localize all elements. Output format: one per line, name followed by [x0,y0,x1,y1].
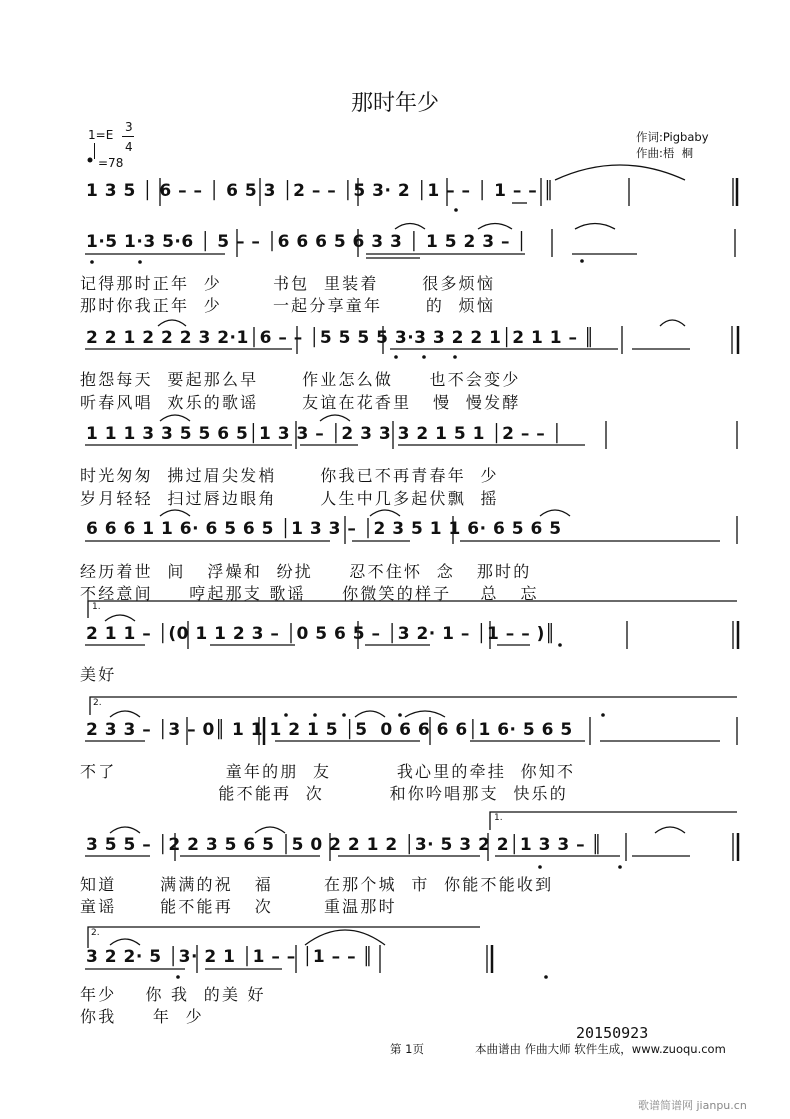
notation-line: 3 5 5 – │2 2 3 5 6 5 │5 0 2 2 1 2 │3· 5 3 2 2│1 3 3 – ║ [86,835,603,855]
lyric-line: 时光匆匆 拂过眉尖发梢 你我已不再青春年 少 [80,466,499,485]
date-stamp: 20150923 [576,1024,649,1042]
notation-line: 2 1 1 – │(0 1 1 2 3 – │0 5 6 5 – │3 2· 1 – │1 – – )║ [86,624,556,644]
key-signature: 1=E [88,128,114,142]
lyric-line: 美好 [80,665,117,684]
notation-line: 6 6 6 1 1 6· 6 5 6 5 │1 3 3 – │2 3 5 1 1 6· 6 5 6 5 [86,519,562,539]
lyric-line: 不经意间 哼起那支 歌谣 你微笑的样子 总 忘 [80,584,539,603]
composer-credit: 作曲:梧 桐 [636,146,694,160]
notation-line: 1·5 1·3 5·6 │ 5 – – │6 6 6 5 6 3 3 │ 1 5 2 3 – │ [86,232,528,252]
lyric-line: 你我 年 少 [80,1007,204,1026]
lyric-line: 那时你我正年 少 一起分享童年 的 烦恼 [80,296,496,315]
notation-line: 2 2 1 2 2 2 3 2·1│6 – – │5 5 5 5 3·3 3 2 2 1│2 1 1 – ║ [86,328,595,348]
lyric-line: 记得那时正年 少 书包 里装着 很多烦恼 [80,274,496,293]
notation-line: 3 2 2· 5 │3· 2 1 │1 – – │1 – – ║ [86,947,374,967]
lyricist-credit: 作词:Pigbaby [636,130,709,144]
lyric-line: 听春风唱 欢乐的歌谣 友谊在花香里 慢 慢发酵 [80,393,521,412]
lyric-line: 不了 童年的朋 友 我心里的牵挂 你知不 [80,762,576,781]
time-signature-top: 3 [125,120,133,134]
notation-line: 1 3 5 │ 6 – – │ 6 5 3 │2 – – │5 3· 2 │1 – – │ 1 – – ║ [86,181,555,201]
volta-label: 1. [92,602,101,612]
lyric-line: 年少 你 我 的美 好 [80,985,266,1004]
volta-label: 1. [494,813,503,823]
notation-line: 2 3 3 – │3 – 0║ 1 1 1 2 1 5 │5 0 6 6 6 6│1 6· 5 6 5 [86,720,573,740]
volta-label: 2. [93,698,102,708]
lyric-line: 童谣 能不能再 次 重温那时 [80,897,397,916]
lyric-line: 知道 满满的祝 福 在那个城 市 你能不能收到 [80,875,554,894]
song-title: 那时年少 [350,91,439,116]
tempo-marking: =78 [98,156,124,170]
volta-label: 2. [91,928,100,938]
time-signature-divider [122,136,134,137]
notation-line: 1 1 1 3 3 5 5 6 5│1 3 3 – │2 3 3 3 2 1 5 1 │2 – – │ [86,424,563,444]
quarter-note-icon [94,143,95,159]
time-signature-bottom: 4 [125,140,133,154]
lyric-line: 经历着世 间 浮燥和 纷扰 忍不住怀 念 那时的 [80,562,532,581]
lyric-line: 岁月轻轻 扫过唇边眼角 人生中几多起伏飘 摇 [80,489,499,508]
lyric-line: 抱怨每天 要起那么早 作业怎么做 也不会变少 [80,370,521,389]
page-number: 第 1页 [390,1042,424,1056]
watermark: 歌谱简谱网 jianpu.cn [638,1099,747,1112]
generator-note: 本曲谱由 作曲大师 软件生成，www.zuoqu.com [475,1042,726,1056]
lyric-line: 能不能再 次 和你吟唱那支 快乐的 [80,784,568,803]
